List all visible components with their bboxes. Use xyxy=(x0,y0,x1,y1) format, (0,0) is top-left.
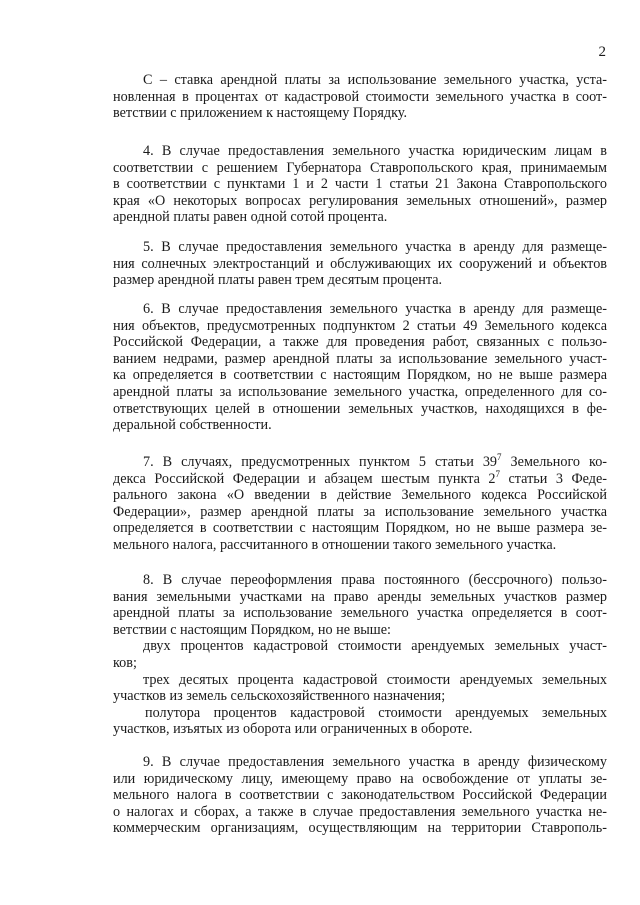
text-line: ветствии с настоящим Порядком, но не выше: xyxy=(113,621,391,638)
superscript: 7 xyxy=(495,468,500,479)
text-line: о налогах и сборах, а также в случае предоставления земельного участка не- xyxy=(113,803,607,820)
text-line: края «О некоторых вопросах регулирования земельных отношений», размер xyxy=(113,192,607,209)
text-line: ответствующих целей в отношении земельных участков, находящихся в фе- xyxy=(113,400,607,417)
text-line: вания земельными участками на право аренды земельных участков размер xyxy=(113,588,607,605)
text-line: полутора процентов кадастровой стоимости арендуемых земельных xyxy=(145,704,607,721)
text-line: размер арендной платы равен трем десятым процента. xyxy=(113,272,443,289)
text-line: 9. В случае предоставления земельного участка в аренду физическому xyxy=(143,754,607,770)
text-line: ния солнечных электростанций и обслуживающих их сооружений и объектов xyxy=(113,255,607,272)
paragraph xyxy=(113,454,607,554)
text-line: 4. В случае предоставления земельного участка юридическим лицам в xyxy=(143,143,607,159)
superscript: 7 xyxy=(497,452,502,462)
text-line: двух процентов кадастровой стоимости арендуемых земельных участ- xyxy=(143,638,607,655)
text-line: деральной собственности. xyxy=(113,417,272,434)
text-line: арендной платы за использование земельного участка, определенного для со- xyxy=(113,383,607,400)
text-line: 6. В случае предоставления земельного участка в аренду для размеще- xyxy=(143,301,607,317)
text-line: 7. В случаях, предусмотренных пунктом 5 статьи $39^7$ Земельного ко- xyxy=(143,452,608,470)
text-line: Российской Федерации, а также для проведения работ, связанных с пользо- xyxy=(113,334,607,351)
text-line: рального закона «О введении в действие Земельного кодекса Российской xyxy=(113,487,607,504)
paragraph xyxy=(113,72,607,122)
text-line: трех десятых процента кадастровой стоимости арендуемых земельных xyxy=(143,671,607,688)
text-line: в соответствии с пунктами 1 и 2 части 1 статьи 21 Закона Ставропольского xyxy=(113,176,607,193)
page-number: 2 xyxy=(598,44,606,60)
paragraph xyxy=(113,239,607,289)
text-line: соответствии с решением Губернатора Ставропольского края, принимаемым xyxy=(113,159,607,176)
paragraph xyxy=(113,143,607,226)
text-line: коммерческим организациям, осуществляющим на территории Ставрополь- xyxy=(113,820,607,837)
paragraph xyxy=(113,301,607,434)
text-line: мельного налога, рассчитанного в отношении такого земельного участка. xyxy=(113,536,557,553)
text-line: Федерации», размер арендной платы за использование земельного участка xyxy=(113,503,607,520)
text-line: определяется в соответствии с настоящим Порядком, но не выше размера зе- xyxy=(113,520,607,537)
text-line: декса Российской Федерации и абзацем шестым пункта $2^7$ статьи 3 Феде- xyxy=(113,468,608,487)
paragraph xyxy=(113,754,607,837)
text-line: или юридическому лицу, имеющему право на освобождение от уплаты зе- xyxy=(113,770,607,787)
text-line: участков из земель сельскохозяйственного назначения; xyxy=(113,688,446,705)
text-line: ванием недрами, размер арендной платы за использование земельного участ- xyxy=(113,350,607,367)
text-line: арендной платы за использование земельного участка определяется в соот- xyxy=(113,605,607,622)
text-line: ветствии с приложением к настоящему Порядку. xyxy=(113,105,407,122)
text-line: мельного налога в соответствии с законодательством Российской Федерации xyxy=(113,787,607,804)
text-line: 5. В случае предоставления земельного участка в аренду для размеще- xyxy=(143,239,607,255)
text-line: ка определяется в соответствии с настоящим Порядком, но не выше размера xyxy=(113,367,607,384)
text-line: участков, изъятых из оборота или ограниченных в обороте. xyxy=(113,721,473,738)
text-line: ков; xyxy=(113,654,137,671)
paragraph xyxy=(113,572,607,738)
text-line: новленная в процентах от кадастровой стоимости земельного участка в соот- xyxy=(113,88,607,105)
text-line: С – ставка арендной платы за использование земельного участка, уста- xyxy=(143,72,607,88)
text-line: арендной платы равен одной сотой процента. xyxy=(113,209,388,226)
text-line: 8. В случае переоформления права постоянного (бессрочного) пользо- xyxy=(143,572,607,588)
text-line: ния объектов, предусмотренных подпунктом 2 статьи 49 Земельного кодекса xyxy=(113,317,607,334)
